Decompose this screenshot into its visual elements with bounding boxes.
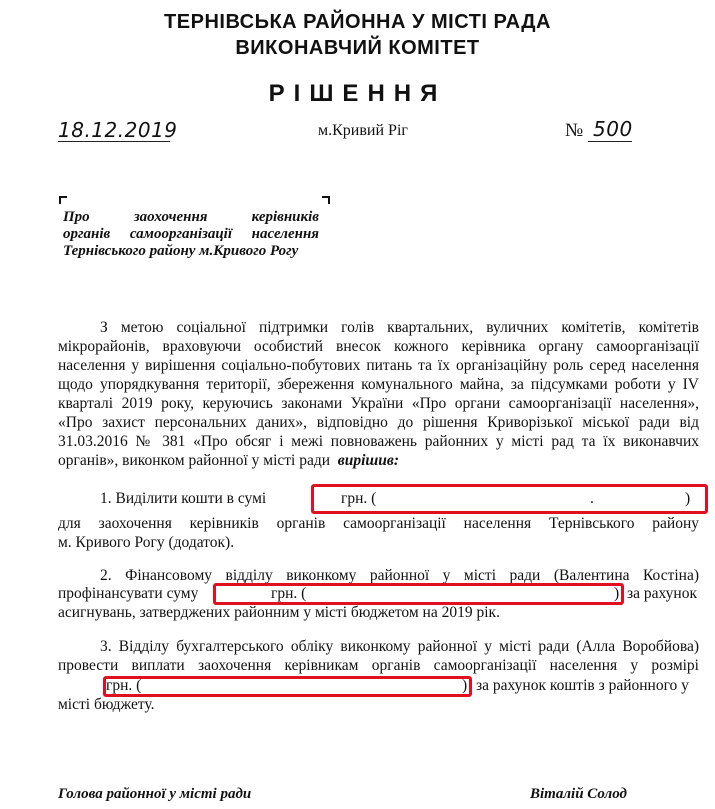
- subject-bracket-right: [322, 196, 330, 204]
- number-label: №: [565, 120, 584, 141]
- item3-amount-end: ): [462, 677, 468, 694]
- signature-name: Віталій Солод: [530, 786, 627, 802]
- number-underline: [588, 141, 632, 142]
- preamble-line: мікрорайонів, враховуючи особистий внесок кожного керівника органу самоорганізації: [58, 338, 699, 355]
- preamble-line: щодо упорядкування території, збереження комунального майна, за підсумками роботи у IV: [58, 376, 699, 393]
- date-underline: [58, 141, 170, 142]
- preamble-line: «Про захист персональних даних», відповідно до рішення Криворізької міської ради від: [58, 414, 699, 431]
- item1-amount-label: грн. (: [341, 490, 377, 507]
- preamble-line: кварталі 2019 року, керуючись законами України «Про органи самоорганізації населення»,: [58, 395, 699, 412]
- item1-dot: .: [590, 490, 594, 507]
- item1-amount-redaction: [311, 484, 708, 514]
- item3-line: 3. Відділу бухгалтерського обліку виконкому районної у місті ради (Алла Воробйова): [100, 638, 699, 655]
- preamble-last-text: органів», виконком районної у місті ради: [58, 452, 331, 469]
- item2-amount-end: ): [614, 585, 620, 602]
- committee-name: ВИКОНАВЧИЙ КОМІТЕТ: [235, 37, 480, 59]
- document-title: РІШЕННЯ: [268, 80, 447, 107]
- decided-word: вирішив:: [337, 452, 400, 469]
- subject-bracket-left: [59, 196, 67, 204]
- preamble: [58, 318, 699, 470]
- item2-line: асигнувань, затверджених районним у місті бюджетом на 2019 рік.: [58, 604, 500, 621]
- council-name: ТЕРНІВСЬКА РАЙОННА У МІСТІ РАДА: [164, 11, 551, 33]
- preamble-line: 31.03.2016 № 381 «Про обсяг і межі повноважень районних у місті рад та їх виконавчих: [58, 433, 699, 450]
- item3-suffix: за рахунок коштів з районного у: [476, 677, 689, 694]
- item3-line: місті бюджету.: [58, 696, 155, 713]
- item2-amount-label: грн. (: [271, 585, 307, 602]
- preamble-line: [58, 451, 699, 470]
- item2-suffix: за рахунок: [627, 585, 697, 602]
- item1-line: м. Кривого Рогу (додаток).: [58, 534, 235, 551]
- item1-amount-end: ): [685, 490, 691, 507]
- item3-amount-redaction: [103, 676, 472, 697]
- item1-prefix: 1. Виділити кошти в сумі: [100, 490, 267, 507]
- item2-line: 2. Фінансовому відділу виконкому районної у місті ради (Валентина Костіна): [100, 567, 699, 584]
- signature-position: Голова районної у місті ради: [58, 786, 252, 802]
- preamble-line: населення у вирішення соціально-побутових питань та їх організаційну роль серед населення: [58, 357, 699, 374]
- decision-subject: [63, 209, 319, 260]
- city: м.Кривий Ріг: [318, 122, 408, 139]
- subject-line: Тернівського району м.Кривого Рогу: [63, 243, 299, 259]
- decision-number: 500: [593, 117, 633, 141]
- item3-body: [58, 637, 699, 675]
- item2-prefix: профінансувати суму: [58, 585, 199, 602]
- item1-body: [58, 514, 699, 552]
- item2-amount-redaction: [213, 583, 624, 605]
- subject-line: органів самоорганізації населення: [63, 226, 319, 242]
- item3-line: провести виплати заохочення керівникам органів самоорганізації населення у розмірі: [58, 657, 699, 674]
- subject-line: Про заохочення керівників: [63, 209, 319, 225]
- preamble-line: З метою соціальної підтримки голів квартальних, вуличних комітетів, комітетів: [100, 319, 699, 336]
- decision-date: 18.12.2019: [58, 118, 178, 142]
- item1-line: для заохочення керівників органів самоорганізації населення Тернівського району: [58, 515, 699, 532]
- item3-amount-label: грн. (: [106, 677, 142, 694]
